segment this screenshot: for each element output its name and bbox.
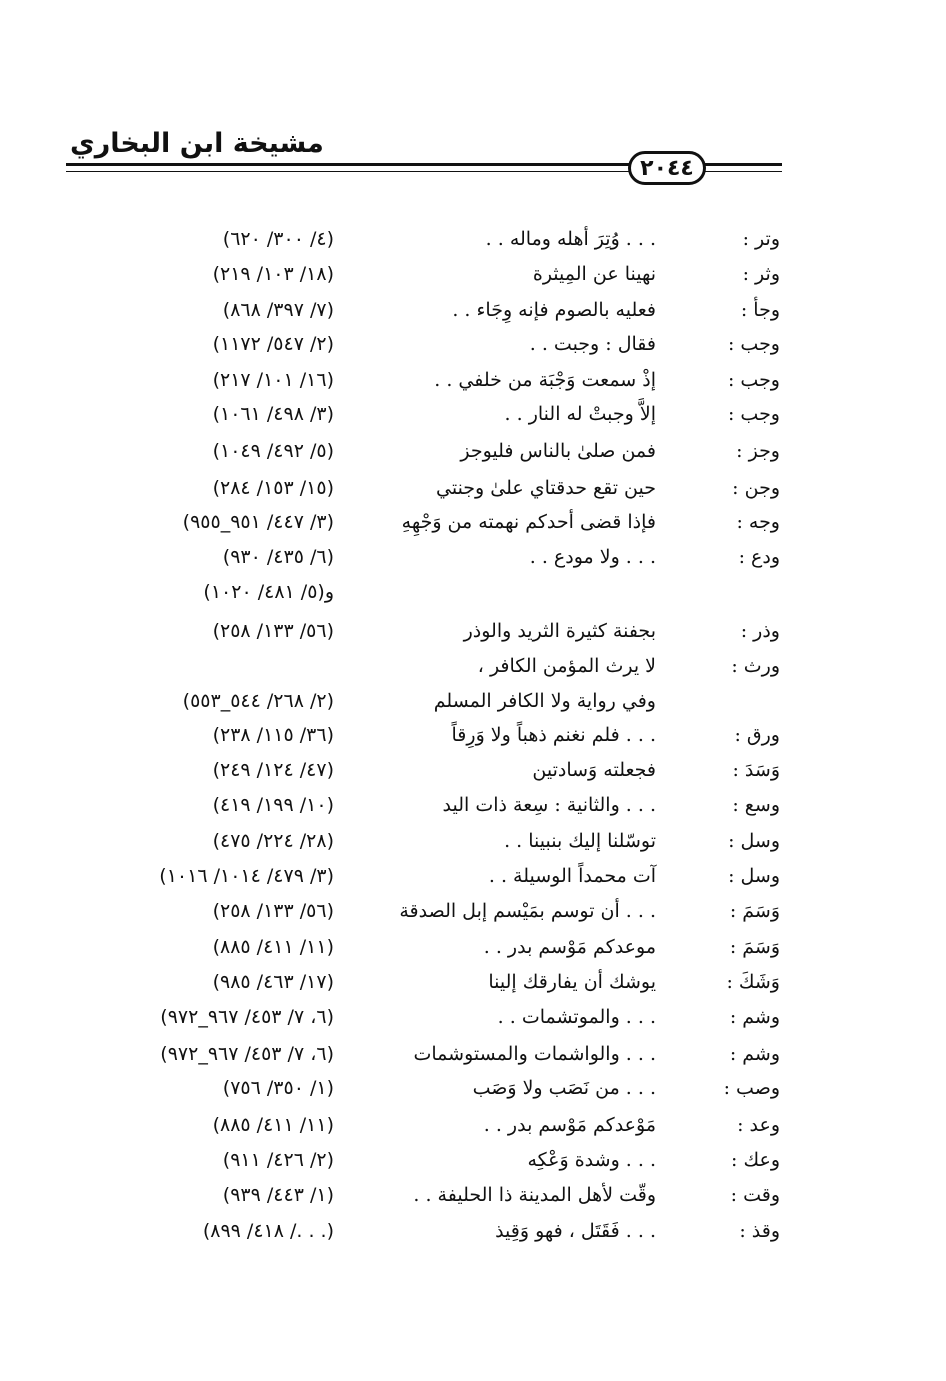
entry-reference: (٤٧/ ١٢٤/ ٢٤٩) (212, 759, 334, 781)
entry-root: وقذ : (739, 1220, 780, 1242)
index-entry (0, 1037, 946, 1071)
entry-reference: (١٦/ ١٠١/ ٢١٧) (212, 369, 334, 391)
entry-reference: (٧/ ٣٩٧/ ٨٦٨) (222, 299, 334, 321)
entry-root: وقت : (730, 1184, 780, 1206)
entry-root: ودع : (738, 546, 780, 568)
index-entry (0, 540, 946, 574)
header-rule-right-thin (705, 171, 782, 172)
entry-text: فجعلته وَسادتين (532, 759, 656, 781)
entry-reference: (. . ./ ٤١٨/ ٨٩٩) (202, 1220, 334, 1242)
index-entry (0, 434, 946, 468)
entry-text: إذْ سمعت وَجْبَة من خلفي . . (434, 369, 656, 391)
index-entry (0, 397, 946, 431)
entry-root: وسع : (732, 794, 780, 816)
entry-reference: (٣/ ٤٤٧/ ٩٥١_٩٥٥) (182, 511, 334, 533)
entry-root: وَسَدَ : (732, 759, 780, 781)
index-entry (0, 965, 946, 999)
entry-text: . . . فَقَتَل ، فهو وَقِيذ (495, 1220, 656, 1242)
entry-text: فعليه بالصوم فإنه وِجَاء . . (452, 299, 656, 321)
entry-text: يوشك أن يفارقك إلينا (488, 971, 656, 993)
entry-root: ورق : (734, 724, 780, 746)
page-number: ٢٠٤٤ (628, 151, 706, 185)
index-entry (0, 1000, 946, 1034)
entry-root: وعك : (731, 1149, 780, 1171)
entry-reference: (٦/ ٤٣٥/ ٩٣٠) (222, 546, 334, 568)
index-entry (0, 505, 946, 539)
entry-root: وسل : (728, 865, 780, 887)
book-title: مشيخة ابن البخاري (70, 128, 324, 159)
index-entry (0, 363, 946, 397)
entry-text: بجفنة كثيرة الثريد والوذر (463, 620, 656, 642)
entry-root: وجن : (732, 477, 780, 499)
index-entry (0, 614, 946, 648)
index-entry (0, 930, 946, 964)
entry-reference: (٦، ٧/ ٤٥٣/ ٩٦٧_٩٧٢) (160, 1006, 334, 1028)
entry-text: وفي رواية ولا الكافر المسلم (433, 690, 656, 712)
entry-root: وشم : (729, 1006, 780, 1028)
entry-root: وَسَمَ : (729, 936, 780, 958)
entry-text: . . . وُتِرَ أهله وماله . . (485, 228, 656, 250)
entry-root: وَشَكَ : (726, 971, 780, 993)
index-entry (0, 257, 946, 291)
entry-root: وجب : (727, 369, 780, 391)
entry-reference: (٣/ ٤٧٩/ ١٠١٤/ ١٠١٦) (159, 865, 334, 887)
entry-reference: (٢/ ٥٤٧/ ١١٧٢) (212, 333, 334, 355)
index-entry (0, 859, 946, 893)
entry-reference: (٣/ ٤٩٨/ ١٠٦١) (212, 403, 334, 425)
entry-reference: (٢/ ٤٢٦/ ٩١١) (222, 1149, 334, 1171)
entry-reference: (١٠/ ١٩٩/ ٤١٩) (212, 794, 334, 816)
entry-root: وجأ : (740, 299, 780, 321)
entry-reference: (١٥/ ١٥٣/ ٢٨٤) (212, 477, 334, 499)
entry-text: . . . وشدة وَعْكِه (527, 1149, 656, 1171)
index-entry (0, 788, 946, 822)
entry-reference: (٤/ ٣٠٠/ ٦٢٠) (222, 228, 334, 250)
entry-reference: و(٥/ ٤٨١/ ١٠٢٠) (203, 581, 334, 603)
entry-text: . . . والثانية : سِعة ذات اليد (442, 794, 656, 816)
entry-text: مَوْعدكم مَوْسم بدر . . (483, 1114, 656, 1136)
entry-root: وسل : (728, 830, 780, 852)
index-entry (0, 293, 946, 327)
entry-reference: (٥٦/ ١٣٣/ ٢٥٨) (212, 900, 334, 922)
index-entry (0, 684, 946, 718)
index-entry (0, 575, 946, 609)
index-entry (0, 1071, 946, 1105)
index-entry (0, 327, 946, 361)
entry-reference: (١١/ ٤١١/ ٨٨٥) (212, 1114, 334, 1136)
index-entry (0, 1178, 946, 1212)
index-entry (0, 1108, 946, 1142)
entry-text: توسّلنا إليك بنبينا . . (504, 830, 656, 852)
entry-reference: (٢/ ٢٦٨/ ٥٤٤_٥٥٣) (182, 690, 334, 712)
entry-root: وذر : (740, 620, 780, 642)
entry-reference: (٦، ٧/ ٤٥٣/ ٩٦٧_٩٧٢) (160, 1043, 334, 1065)
header-rule-left (66, 163, 629, 166)
entry-text: حين تقع حدقتاي علىٰ وجنتي (436, 477, 656, 499)
entry-reference: (٢٨/ ٢٢٤/ ٤٧٥) (212, 830, 334, 852)
index-entry (0, 894, 946, 928)
entry-text: نهينا عن المِيثرة (532, 263, 656, 285)
entry-text: وقّت لأهل المدينة ذا الحليفة . . (413, 1184, 656, 1206)
entry-reference: (١٨/ ١٠٣/ ٢١٩) (212, 263, 334, 285)
index-entry (0, 753, 946, 787)
entry-reference: (١٧/ ٤٦٣/ ٩٨٥) (212, 971, 334, 993)
index-entry (0, 824, 946, 858)
index-entry (0, 718, 946, 752)
entry-root: وصب : (723, 1077, 780, 1099)
entry-root: وعد : (737, 1114, 780, 1136)
index-entry (0, 649, 946, 683)
entry-text: موعدكم مَوْسم بدر . . (483, 936, 656, 958)
index-entry (0, 222, 946, 256)
entry-text: . . . أن توسم بمَيْسم إبل الصدقة (399, 900, 656, 922)
entry-root: وجب : (727, 333, 780, 355)
entry-text: إلاَّ وجبتْ له النار . . (504, 403, 656, 425)
entry-text: . . . والواشمات والمستوشمات (413, 1043, 656, 1065)
index-entry (0, 471, 946, 505)
entry-reference: (١/ ٣٥٠/ ٧٥٦) (222, 1077, 334, 1099)
entry-root: وجه : (736, 511, 780, 533)
header-rule-right (705, 163, 782, 166)
entry-reference: (٣٦/ ١١٥/ ٢٣٨) (212, 724, 334, 746)
entry-reference: (٥٦/ ١٣٣/ ٢٥٨) (212, 620, 334, 642)
index-entry (0, 1143, 946, 1177)
entry-text: . . . ولا مودع . . (529, 546, 656, 568)
index-entry (0, 1214, 946, 1248)
entry-root: وجز : (736, 440, 780, 462)
entry-root: وثر : (742, 263, 780, 285)
entry-text: فقال : وجبت . . (529, 333, 656, 355)
entry-root: وجب : (727, 403, 780, 425)
entry-reference: (٥/ ٤٩٢/ ١٠٤٩) (212, 440, 334, 462)
entry-root: وشم : (729, 1043, 780, 1065)
entry-root: ورث : (731, 655, 780, 677)
entry-text: لا يرث المؤمن الكافر ، (477, 655, 656, 677)
entry-root: وَسَمَ : (729, 900, 780, 922)
entry-text: . . . فلم نغنم ذهباً ولا وَرِقاً (451, 724, 656, 746)
entry-text: . . . من نَصَب ولا وَصَب (472, 1077, 656, 1099)
entry-text: . . . والموتشمات . . (497, 1006, 656, 1028)
entry-root: وتر : (742, 228, 780, 250)
entry-text: آت محمداً الوسيلة . . (488, 865, 656, 887)
header-rule-left-thin (66, 171, 629, 172)
entry-reference: (١/ ٤٤٣/ ٩٣٩) (222, 1184, 334, 1206)
entry-reference: (١١/ ٤١١/ ٨٨٥) (212, 936, 334, 958)
entry-text: فإذا قضى أحدكم نهمته من وَجْهِهِ (401, 511, 656, 533)
entry-text: فمن صلىٰ بالناس فليوجز (460, 440, 656, 462)
